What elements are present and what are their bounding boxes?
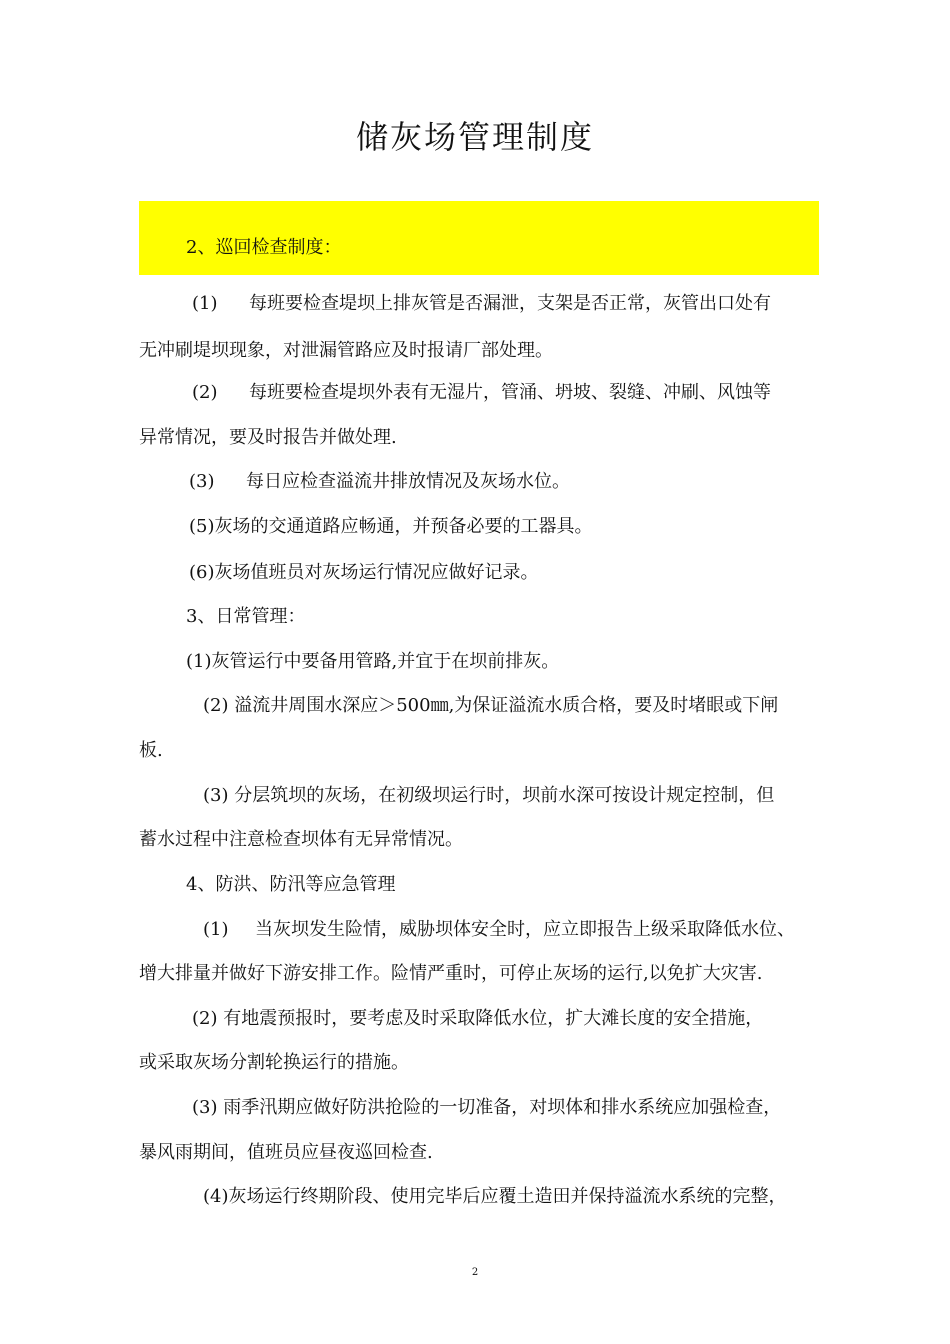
paragraph-line: (3) 雨季汛期应做好防洪抢险的一切准备，对坝体和排水系统应加强检查， <box>192 1097 782 1118</box>
paragraph-line: 或采取灰场分割轮换运行的措施。 <box>139 1052 409 1073</box>
paragraph-line: 每班要检查堤坝上排灰管是否漏泄，支架是否正常，灰管出口处有 <box>249 293 771 314</box>
paragraph-line: 蓄水过程中注意检查坝体有无异常情况。 <box>139 829 463 850</box>
paragraph-line: 当灰坝发生险情，威胁坝体安全时，应立即报告上级采取降低水位、 <box>255 919 795 940</box>
paragraph-line: (3) 分层筑坝的灰场，在初级坝运行时，坝前水深可按设计规定控制，但 <box>203 785 775 806</box>
paragraph-line: 暴风雨期间，值班员应昼夜巡回检查. <box>139 1142 433 1163</box>
paragraph-line: (4)灰场运行终期阶段、使用完毕后应覆土造田并保持溢流水系统的完整， <box>203 1186 787 1207</box>
paragraph-line: (5)灰场的交通道路应畅通，并预备必要的工器具。 <box>189 516 593 537</box>
paragraph-line: 板. <box>139 740 163 761</box>
paragraph-line: (1)灰管运行中要备用管路,并宜于在坝前排灰。 <box>186 651 560 672</box>
paragraph-line: (6)灰场值班员对灰场运行情况应做好记录。 <box>189 562 539 583</box>
section-heading-emergency: 4、防洪、防汛等应急管理 <box>186 874 396 895</box>
paragraph-line: 增大排量并做好下游安排工作。险情严重时，可停止灰场的运行,以免扩大灾害. <box>139 963 763 984</box>
section-heading-inspection: 2、巡回检查制度： <box>186 237 342 258</box>
paragraph-line: 无冲刷堤坝现象，对泄漏管路应及时报请厂部处理。 <box>139 340 553 361</box>
paragraph-line: 每日应检查溢流井排放情况及灰场水位。 <box>246 471 570 492</box>
paragraph-line: 每班要检查堤坝外表有无湿片，管涌、坍坡、裂缝、冲刷、风蚀等 <box>249 382 771 403</box>
page-number: 2 <box>471 1267 479 1278</box>
item-number: (1) <box>192 293 218 314</box>
paragraph-line: (2) 有地震预报时，要考虑及时采取降低水位，扩大滩长度的安全措施， <box>192 1008 764 1029</box>
page-title: 储灰场管理制度 <box>355 118 594 156</box>
item-number: (1) <box>203 919 229 940</box>
paragraph-line: (2) 溢流井周围水深应＞500㎜,为保证溢流水质合格，要及时堵眼或下闸 <box>203 695 779 716</box>
item-number: (3) <box>189 471 215 492</box>
item-number: (2) <box>192 382 218 403</box>
paragraph-line: 异常情况，要及时报告并做处理. <box>139 427 397 448</box>
section-heading-daily: 3、日常管理： <box>186 606 306 627</box>
